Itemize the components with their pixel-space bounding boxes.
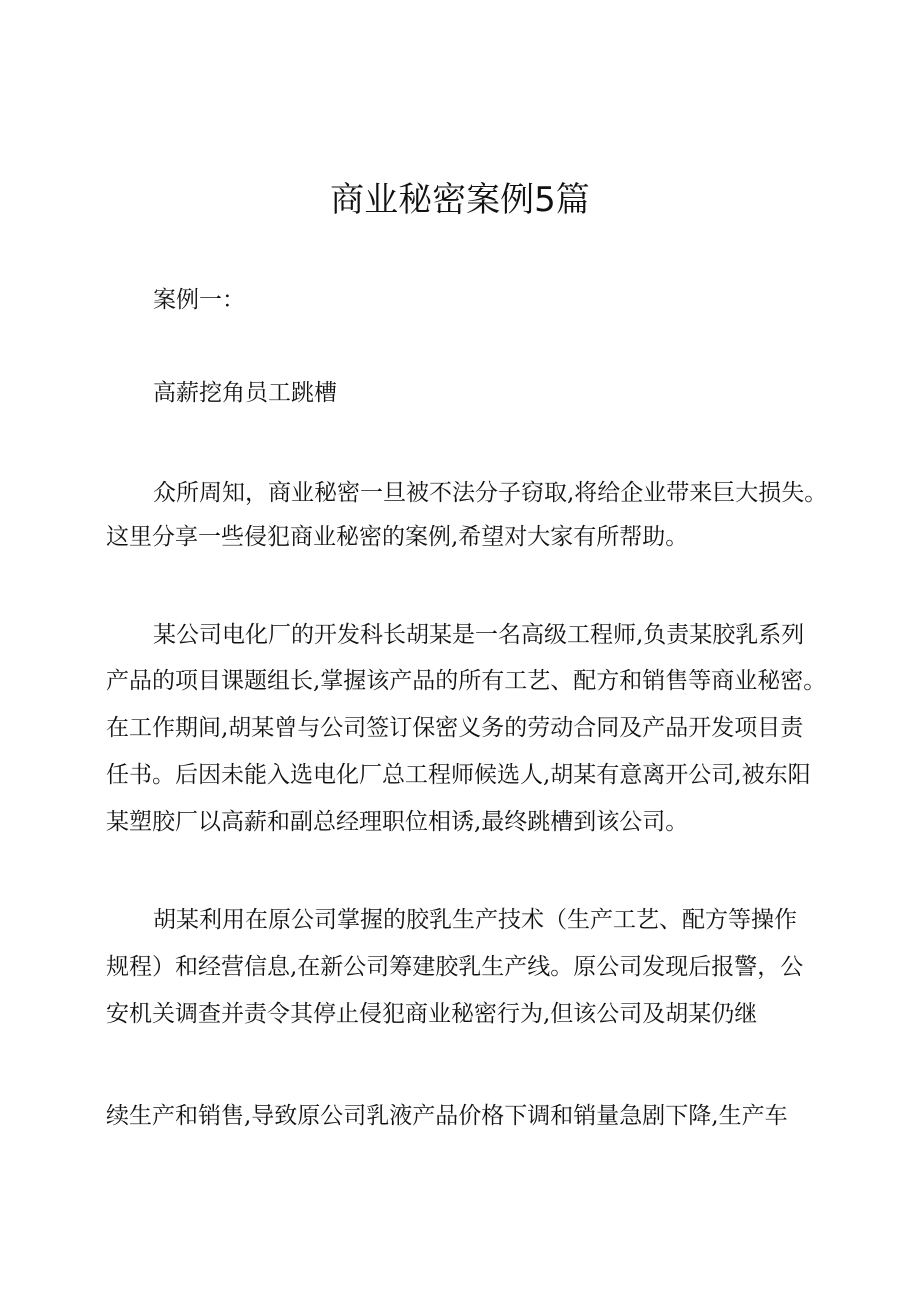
paragraph-4-line-1: 续生产和销售,导致原公司乳液产品价格下调和销量急剧下降,生产车 — [106, 1103, 788, 1129]
case-subheading: 高薪挖角员工跳槽 — [153, 380, 337, 406]
paragraph-2-line-3: 在工作期间,胡某曾与公司签订保密义务的劳动合同及产品开发项目责 — [106, 715, 804, 741]
paragraph-2-line-2: 产品的项目课题组长,掌握该产品的所有工艺、配方和销售等商业秘密。 — [106, 668, 827, 694]
paragraph-3-line-2: 规程）和经营信息,在新公司筹建胶乳生产线。原公司发现后报警，公 — [106, 954, 804, 980]
case-heading: 案例一： — [153, 287, 245, 313]
paragraph-3-line-3: 安机关调查并责令其停止侵犯商业秘密行为,但该公司及胡某仍继 — [106, 1001, 758, 1027]
paragraph-2-line-4: 任书。后因未能入选电化厂总工程师候选人,胡某有意离开公司,被东阳 — [106, 762, 811, 788]
paragraph-2-line-5: 某塑胶厂以高薪和副总经理职位相诱,最终跳槽到该公司。 — [106, 809, 689, 835]
paragraph-3-line-1: 胡某利用在原公司掌握的胶乳生产技术（生产工艺、配方等操作 — [153, 907, 797, 933]
paragraph-1-line-1: 众所周知，商业秘密一旦被不法分子窃取,将给企业带来巨大损失。 — [153, 480, 828, 506]
document-title: 商业秘密案例5篇 — [330, 180, 590, 220]
paragraph-2-line-1: 某公司电化厂的开发科长胡某是一名高级工程师,负责某胶乳系列 — [153, 622, 805, 648]
paragraph-1-line-2: 这里分享一些侵犯商业秘密的案例,希望对大家有所帮助。 — [106, 524, 689, 550]
